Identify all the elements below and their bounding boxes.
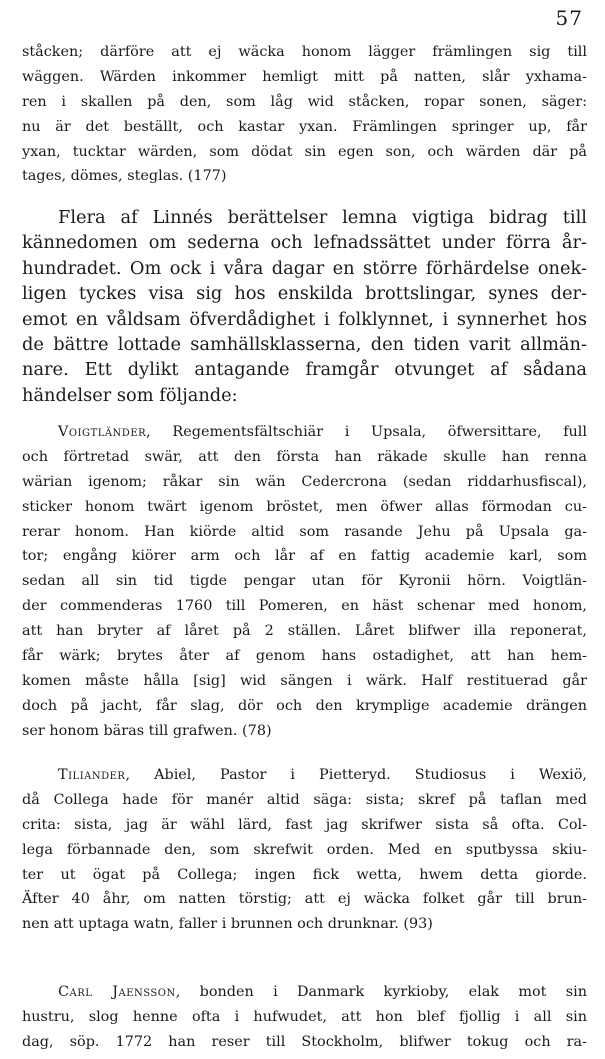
- text-line: [22, 763, 587, 788]
- text-line: ser honom bäras till grafwen. (78): [22, 722, 272, 739]
- text-line: får wärk; brytes åter af genom hans ostadighet, att han hem-: [22, 648, 587, 665]
- text-line: händelser som följande:: [22, 384, 238, 406]
- entry-carl-jaensson: [22, 980, 587, 1055]
- entry-tiliander: [22, 763, 587, 937]
- text-line: der commenderas 1760 till Pomeren, en häst schenar med honom,: [22, 598, 587, 615]
- text-line: ren i skallen på den, som låg wid ståcken, ropar sonen, säger:: [22, 93, 587, 110]
- text-line: dag, söp. 1772 han reser till Stockholm, blifwer tokug och ra-: [22, 1033, 587, 1050]
- text-line: nare. Ett dylikt antagande framgår otvunget af sådana: [22, 359, 587, 381]
- text-line: kännedomen om sederna och lefnadssättet under förra år-: [22, 232, 587, 254]
- commentary-paragraph: [22, 205, 587, 408]
- text-line: tor; engång kiörer arm och lår af en fattig academie karl, som: [22, 548, 587, 565]
- text-line: doch på jacht, får slag, dör och den krymplige academie drängen: [22, 697, 587, 714]
- text-line: emot en våldsam öfverdådighet i folklynnet, i synnerhet hos: [22, 308, 587, 330]
- entry-first-line: , Regementsfältschiär i Upsala, öfwersittare, full: [146, 424, 587, 440]
- text-line: ter ut ögat på Collega; ingen fick wetta, hwem detta giorde.: [22, 866, 587, 883]
- entry-name: Voigtländer: [58, 424, 147, 440]
- paragraph-continuation: [22, 40, 587, 189]
- text-line: ligen tyckes visa sig hos enskilda brottslingar, synes der-: [22, 283, 587, 305]
- text-line: yxan, tucktar wärden, som dödat sin egen son, och wärden där på: [22, 143, 587, 160]
- entry-name: Carl Jaensson: [58, 984, 176, 1000]
- text-line: nen att uptaga watn, faller i brunnen och drunknar. (93): [22, 916, 433, 933]
- text-line: hustru, slog henne ofta i hufwudet, att hon blef fjollig i all sin: [22, 1008, 587, 1025]
- text-line: då Collega hade för manér altid säga: sista; skref på taflan med: [22, 791, 587, 808]
- text-line: [22, 420, 587, 445]
- text-line: wäggen. Wärden inkommer hemligt mitt på natten, slår yxhama-: [22, 68, 587, 85]
- text-line: ståcken; därföre att ej wäcka honom lägger främlingen sig till: [22, 44, 587, 60]
- text-line: komen måste hålla [sig] wid sängen i wärk. Half restituerad går: [22, 672, 587, 689]
- text-line: nu är det beställt, och kastar yxan. Främlingen springer up, får: [22, 118, 587, 135]
- text-line: wärian igenom; råkar sin wän Cedercrona (sedan riddarhusfiscal),: [22, 473, 587, 490]
- page-number: 57: [555, 6, 583, 30]
- text-line: rerar honom. Han kiörde altid som rasande Jehu på Upsala ga-: [22, 523, 587, 540]
- text-line: och förtretad swär, att den första han räkade skulle han renna: [22, 448, 587, 465]
- text-line: sedan all sin tid tigde pengar utan för Kyronii hörn. Voigtlän-: [22, 573, 587, 590]
- text-line: Flera af Linnés berättelser lemna vigtiga bidrag till: [58, 207, 587, 228]
- text-line: att han bryter af låret på 2 ställen. Låret blifwer illa reponerat,: [22, 623, 587, 640]
- text-line: sticker honom twärt igenom bröstet, men öfwer allas förmodan cu-: [22, 498, 587, 515]
- text-line: crita: sista, jag är wähl lärd, fast jag skrifwer sista så ofta. Col-: [22, 816, 587, 833]
- text-line: tages, dömes, steglas. (177): [22, 168, 227, 185]
- text-line: Äfter 40 åhr, om natten törstig; att ej wäcka folket går till brun-: [22, 891, 587, 908]
- text-line: de bättre lottade samhällsklasserna, den tiden varit allmän-: [22, 333, 587, 355]
- text-line: hundradet. Om ock i våra dagar en större förhärdelse onek-: [22, 257, 587, 279]
- entry-voigtlander: [22, 420, 587, 744]
- entry-first-line: , Abiel, Pastor i Pietteryd. Studiosus i Wexiö,: [125, 767, 587, 783]
- entry-first-line: , bonden i Danmark kyrkioby, elak mot sin: [175, 984, 587, 1000]
- text-line: [22, 980, 587, 1005]
- entry-name: Tiliander: [58, 767, 126, 783]
- text-line: lega förbannade den, som skrefwit orden. Med en sputbyssa skiu-: [22, 841, 587, 858]
